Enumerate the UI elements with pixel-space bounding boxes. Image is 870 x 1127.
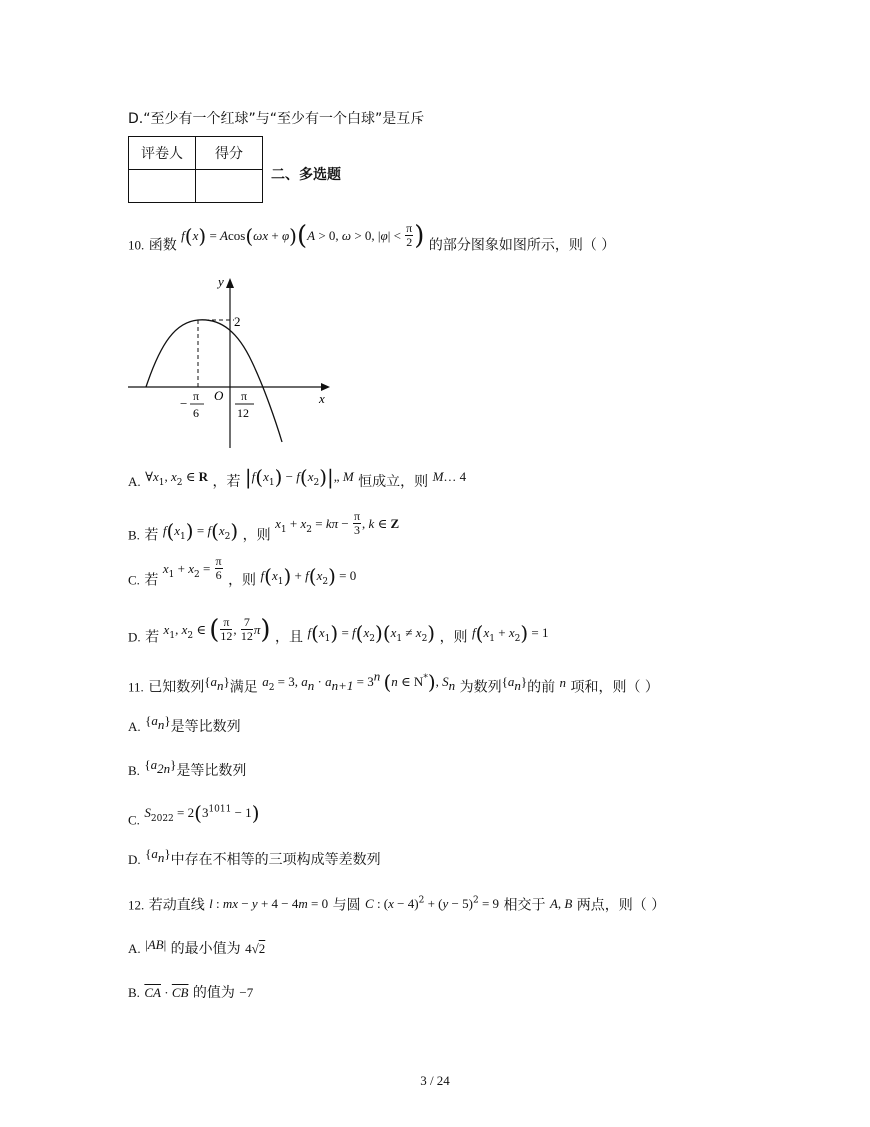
- x-axis-arrow-icon: [321, 383, 330, 391]
- q12-stem: 12. 若动直线 l : mx − y + 4 − 4m = 0 与圆 C : $(x - 4)^2 + (y - 5)^2 = 9$ 相交于 A, B 两点，则（ ）: [128, 895, 666, 914]
- q10-option-a: A. $\forall x_1$, $x_2$ ∈ R ，若 $|f(x_1)$ − $f(x_2)|„$ M 恒成立，则 M… 4: [128, 465, 467, 490]
- q11-option-a: A. $\{a_n\}$是等比数列: [128, 713, 241, 735]
- cosine-curve: [146, 320, 282, 442]
- tick-right-numerator: π: [241, 389, 248, 403]
- score-header: 得分: [196, 137, 263, 170]
- q12-option-b: B. $\overline{CA} \cdot \overline{CB}$ 的值为 −7: [128, 985, 254, 1001]
- reviewer-header: 评卷人: [129, 137, 196, 170]
- score-table: [128, 136, 263, 203]
- cosine-graph: [126, 272, 336, 452]
- tick-left-denominator: 6: [193, 406, 199, 420]
- max-value-label: 2: [234, 314, 241, 329]
- section-title: 二、多选题: [271, 167, 341, 183]
- page-number: 3 / 24: [420, 1073, 450, 1088]
- q10-option-c: C. 若 $x_1 + x_2$ = $\frac{\pi}{6}$ ，则 $f(x_1) + f(x_2) = 0$: [128, 554, 357, 589]
- q10-option-d: D. 若 $x_1$, $x_2$ ∈ ( $\frac{\pi}{12}$ , $\frac{7}{12}$ π) ，且 $f(x_1) = f(x_2)(x_1 \ne x_2)$ ，则 $f(x_1 + x_2) = 1$: [128, 614, 549, 646]
- y-label: y: [218, 274, 224, 289]
- q11-stem: 11. 已知数列$\{a_n\}$满足 $a_2 = 3$, $a_n \cdot a_{n+1} = 3^n$ (n ∈ N*), $S_n$ 为数列$\{a_n\}$的前 n 项和，则（ ）: [128, 668, 659, 696]
- tick-left-numerator: π: [193, 389, 200, 403]
- tick-right-denominator: 12: [237, 406, 249, 420]
- score-cell: [196, 170, 263, 203]
- q11-option-b: B. $\{a_{2n}\}$是等比数列: [128, 757, 247, 779]
- q9-option-d: D.“至少有一个红球”与“至少有一个白球”是互斥: [128, 111, 425, 127]
- x-label: x: [319, 391, 325, 406]
- q10-function-formula: f(x) = Acos(ωx + φ)(A > 0, ω > 0, |φ| < $\frac{\pi}{2}$ ): [181, 220, 425, 251]
- q11-option-d: D. $\{a_n\}$中存在不相等的三项构成等差数列: [128, 846, 381, 868]
- tick-left-sign: −: [180, 396, 188, 411]
- origin-label: O: [214, 388, 224, 403]
- y-axis-arrow-icon: [226, 278, 234, 288]
- q11-option-c: C. $S_{2022} = 2(3^{1011} - 1)$: [128, 800, 260, 828]
- reviewer-cell: [129, 170, 196, 203]
- q10-option-b: B. 若 $f(x_1) = f(x_2)$ ，则 $x_1 + x_2 = k\pi$ − $\frac{\pi}{3}$ , k ∈ Z: [128, 509, 400, 544]
- q12-option-a: A. |AB| 的最小值为 4√2: [128, 937, 266, 957]
- q10-stem: 10. 函数 f(x) = Acos(ωx + φ)(A > 0, ω > 0, |φ| < $\frac{\pi}{2}$ ) 的部分图象如图所示，则（ ）: [128, 220, 616, 254]
